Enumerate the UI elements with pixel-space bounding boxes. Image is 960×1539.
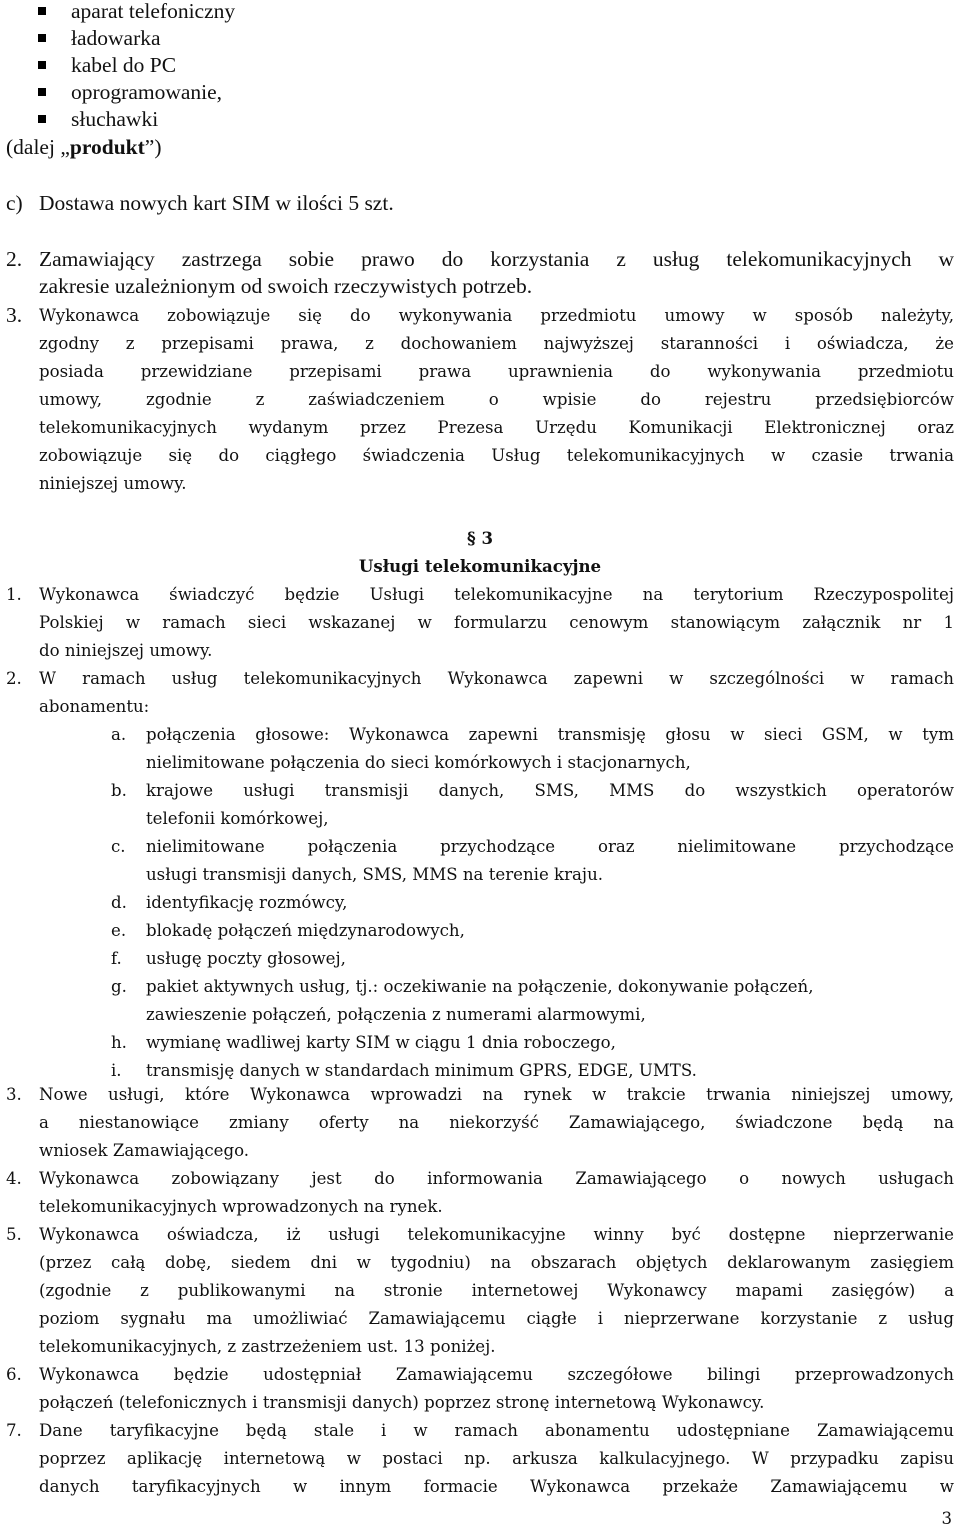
list-item: e. blokadę połączeń międzynarodowych, <box>111 921 465 940</box>
list-item: f. usługę poczty głosowej, <box>111 949 346 968</box>
list-item: h. wymianę wadliwej karty SIM w ciągu 1 dnia roboczego, <box>111 1033 616 1052</box>
item-c: c) Dostawa nowych kart SIM w ilości 5 szt. <box>6 191 394 215</box>
paragraph-2: 2. W ramach usług telekomunikacyjnych Wykonawca zapewni w szczególności w ramach abonamentu: <box>6 669 954 716</box>
list-item: słuchawki <box>38 106 235 133</box>
list-item: d. identyfikację rozmówcy, <box>111 893 348 912</box>
list-item: i. transmisję danych w standardach minimum GPRS, EDGE, UMTS. <box>111 1061 697 1080</box>
list-item: g. pakiet aktywnych usług, tj.: oczekiwanie na połączenie, dokonywanie połączeń, zawieszenie połączeń, połączenia z numerami alarmowymi, <box>111 977 814 1024</box>
square-bullet-icon <box>38 88 46 96</box>
item-2: 2. Zamawiający zastrzega sobie prawo do korzystania z usług telekomunikacyjnych w zakresie uzależnionym od swoich rzeczywistych potrzeb. <box>6 247 954 298</box>
square-bullet-icon <box>38 115 46 123</box>
page-number: 3 <box>941 1509 952 1528</box>
paragraph-6: 6. Wykonawca będzie udostępniał Zamawiającemu szczegółowe bilingi przeprowadzonych połączeń (telefonicznych i transmisji danych) poprzez stronę internetową Wykonawcy. <box>6 1365 954 1412</box>
paragraph-4: 4. Wykonawca zobowiązany jest do informowania Zamawiającego o nowych usługach telekomunikacyjnych wprowadzonych na rynek. <box>6 1169 954 1216</box>
list-item: a. połączenia głosowe: Wykonawca zapewni transmisję głosu w sieci GSM, w tym nielimitowane połączenia do sieci komórkowych i stacjonarnych, <box>111 725 954 772</box>
list-item: aparat telefoniczny <box>38 0 235 25</box>
square-bullet-icon <box>38 34 46 42</box>
section-title: Usługi telekomunikacyjne <box>358 556 602 576</box>
paragraph-5: 5. Wykonawca oświadcza, iż usługi telekomunikacyjne winny być dostępne nieprzerwanie (przez całą dobę, siedem dni w tygodniu) na obszarach objętych deklarowanym zasięgiem (zgodnie z publikowanymi na stronie internetowej Wykonawcy mapami zasięgów) a poziom sygnału ma umożliwiać Zamawiającemu ciągłe i nieprzerwane korzystanie z usług telekomunikacyjnych, z zastrzeżeniem ust. 13 poniżej. <box>6 1225 954 1356</box>
list-item: oprogramowanie, <box>38 79 235 106</box>
square-bullet-icon <box>38 7 46 15</box>
list-item: ładowarka <box>38 25 235 52</box>
section-symbol: § 3 <box>466 528 493 548</box>
item-3: 3. Wykonawca zobowiązuje się do wykonywania przedmiotu umowy w sposób należyty, zgodny z przepisami prawa, z dochowaniem najwyższej staranności i oświadcza, że posiada przewidziane przepisami prawa uprawnienia do wykonywania przedmiotu umowy, zgodnie z zaświadczeniem o wpisie do rejestru przedsiębiorców telekomunikacyjnych wydanym przez Prezesa Urzędu Komunikacji Elektronicznej oraz zobowiązuje się do ciągłego świadczenia Usług telekomunikacyjnych w czasie trwania niniejszej umowy. <box>6 303 954 493</box>
equipment-list <box>38 0 235 133</box>
product-definition: (dalej „produkt”) <box>6 135 162 159</box>
square-bullet-icon <box>38 61 46 69</box>
paragraph-7: 7. Dane taryfikacyjne będą stale i w ramach abonamentu udostępniane Zamawiającemu poprzez aplikację internetową w postaci np. arkusza kalkulacyjnego. W przypadku zapisu danych taryfikacyjnych w innym formacie Wykonawca przekaże Zamawiającemu w <box>6 1421 954 1496</box>
list-item: b. krajowe usługi transmisji danych, SMS, MMS do wszystkich operatorów telefonii komórkowej, <box>111 781 954 828</box>
paragraph-1: 1. Wykonawca świadczyć będzie Usługi telekomunikacyjne na terytorium Rzeczypospolitej Polskiej w ramach sieci wskazanej w formularzu cenowym stanowiącym załącznik nr 1 do niniejszej umowy. <box>6 585 954 660</box>
service-sublist <box>111 721 954 1085</box>
list-item: c. nielimitowane połączenia przychodzące oraz nielimitowane przychodzące usługi transmisji danych, SMS, MMS na terenie kraju. <box>111 837 954 884</box>
list-item: kabel do PC <box>38 52 235 79</box>
paragraph-3: 3. Nowe usługi, które Wykonawca wprowadzi na rynek w trakcie trwania niniejszej umowy, a niestanowiące zmiany oferty na niekorzyść Zamawiającego, świadczone będą na wniosek Zamawiającego. <box>6 1085 954 1160</box>
